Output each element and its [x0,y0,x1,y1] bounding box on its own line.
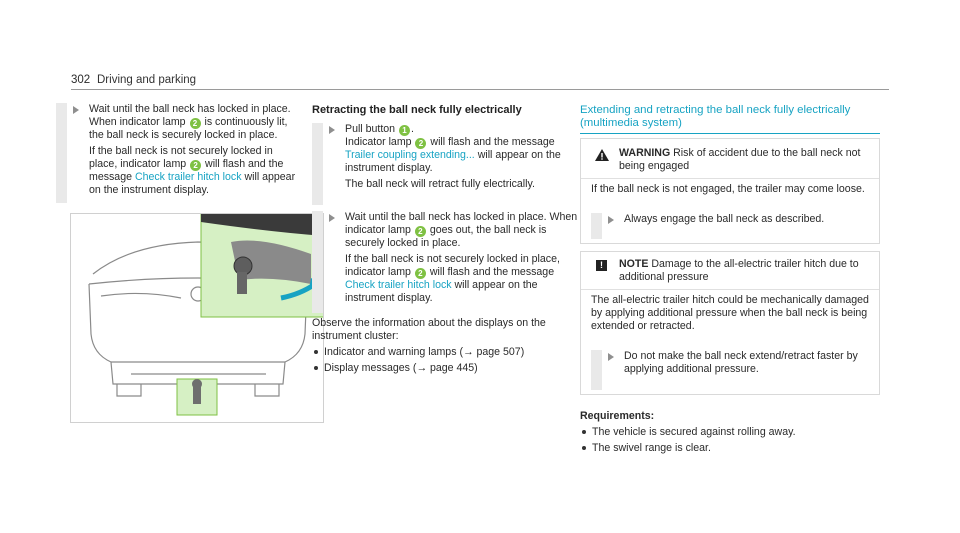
step-bar [591,350,602,390]
step-bar [591,213,602,239]
step-wait-locked-2 [312,211,580,313]
step-paragraph: The ball neck will retract fully electrically. [345,178,535,190]
step-bar [312,211,323,313]
step-arrow-icon [329,126,335,134]
column-retracting [312,104,580,378]
step-bar [312,123,323,205]
page-header [71,74,889,90]
section-title: Extending and retracting the ball neck fully electrically (multimedia system) [580,104,880,134]
indicator-lamp-2-icon: 2 [190,160,201,171]
display-message: Trailer coupling extending... [345,149,475,161]
page-ref-link[interactable]: page 445) [427,362,478,374]
button-1-icon: 1 [399,125,410,136]
header-rule [71,89,889,90]
step-body [624,350,871,379]
section-title: Retracting the ball neck fully electrically [312,104,522,116]
list-item: The swivel range is clear. [580,442,880,455]
note-exclamation-icon: ! [596,260,607,271]
warning-step [591,213,871,239]
note-heading: NOTE Damage to the all-electric trailer hitch due to additional pressure [619,258,859,283]
indicator-lamp-2-icon: 2 [415,268,426,279]
step-paragraph: If the ball neck is not securely locked in place, indicator lamp 2 will flash and the message Check trailer hitch lock will appear on the instrument display. [89,145,296,196]
step-bar [56,103,67,203]
step-arrow-icon [608,353,614,361]
warning-header [581,139,879,179]
reference-list [312,346,580,375]
list-item: Display messages (→ page 445) [312,362,580,375]
step-pull-button [312,123,580,205]
note-header [581,252,879,290]
indicator-lamp-2-icon: 2 [415,226,426,237]
step-paragraph: Pull button 1 . [345,123,414,135]
step-wait-locked [56,103,300,203]
page-ref-arrow-icon: → [462,346,474,358]
warning-triangle-icon [595,149,609,161]
step-paragraph: Indicator lamp 2 will flash and the message Trailer coupling extending... will appear on the instrument display. [345,136,561,174]
car-rear-drawing [71,214,324,423]
step-paragraph: Wait until the ball neck has locked in place. When indicator lamp 2 is continuously lit, the ball neck is securely locked in place. [89,103,291,141]
step-arrow-icon [73,106,79,114]
warning-body: If the ball neck is not engaged, the trailer may come loose. [591,183,865,195]
display-message: Check trailer hitch lock [134,171,242,183]
step-paragraph: If the ball neck is not securely locked in place, indicator lamp 2 will flash and the message Check trailer hitch lock will appear on the instrument display. [345,253,560,304]
step-body [345,211,580,308]
indicator-lamp-2-icon: 2 [415,138,426,149]
step-body [624,213,871,229]
page-number: 302 [71,74,91,86]
warning-step-text: Always engage the ball neck as described. [624,213,825,225]
page-ref-arrow-icon: → [416,362,428,374]
list-item: Indicator and warning lamps (→ page 507) [312,346,580,359]
observe-text: Observe the information about the displays on the instrument cluster: [312,317,546,342]
note-box [580,251,880,395]
step-body [89,103,300,200]
step-arrow-icon [608,216,614,224]
step-paragraph: Wait until the ball neck has locked in place. When indicator lamp 2 goes out, the ball neck is securely locked in place. [345,211,578,249]
requirements-title: Requirements: [580,410,655,422]
note-step [591,350,871,390]
step-arrow-icon [329,214,335,222]
note-step-text: Do not make the ball neck extend/retract faster by applying additional pressure. [624,350,858,375]
page-ref-link[interactable]: page 507) [473,346,525,358]
column-multimedia [580,104,880,134]
note-body: The all-electric trailer hitch could be mechanically damaged by applying additional pressure when the ball neck is being extended or retracted. [591,294,869,332]
step-body [345,123,580,194]
warning-box [580,138,880,244]
warning-heading: WARNING Risk of accident due to the ball neck not being engaged [619,147,861,172]
requirements [580,410,880,458]
page-section-title: Driving and parking [97,74,197,86]
requirements-list [580,426,880,455]
vehicle-rear-illustration [70,213,324,423]
indicator-lamp-2-icon: 2 [190,118,201,129]
list-item: The vehicle is secured against rolling away. [580,426,880,439]
display-message: Check trailer hitch lock [345,279,452,291]
